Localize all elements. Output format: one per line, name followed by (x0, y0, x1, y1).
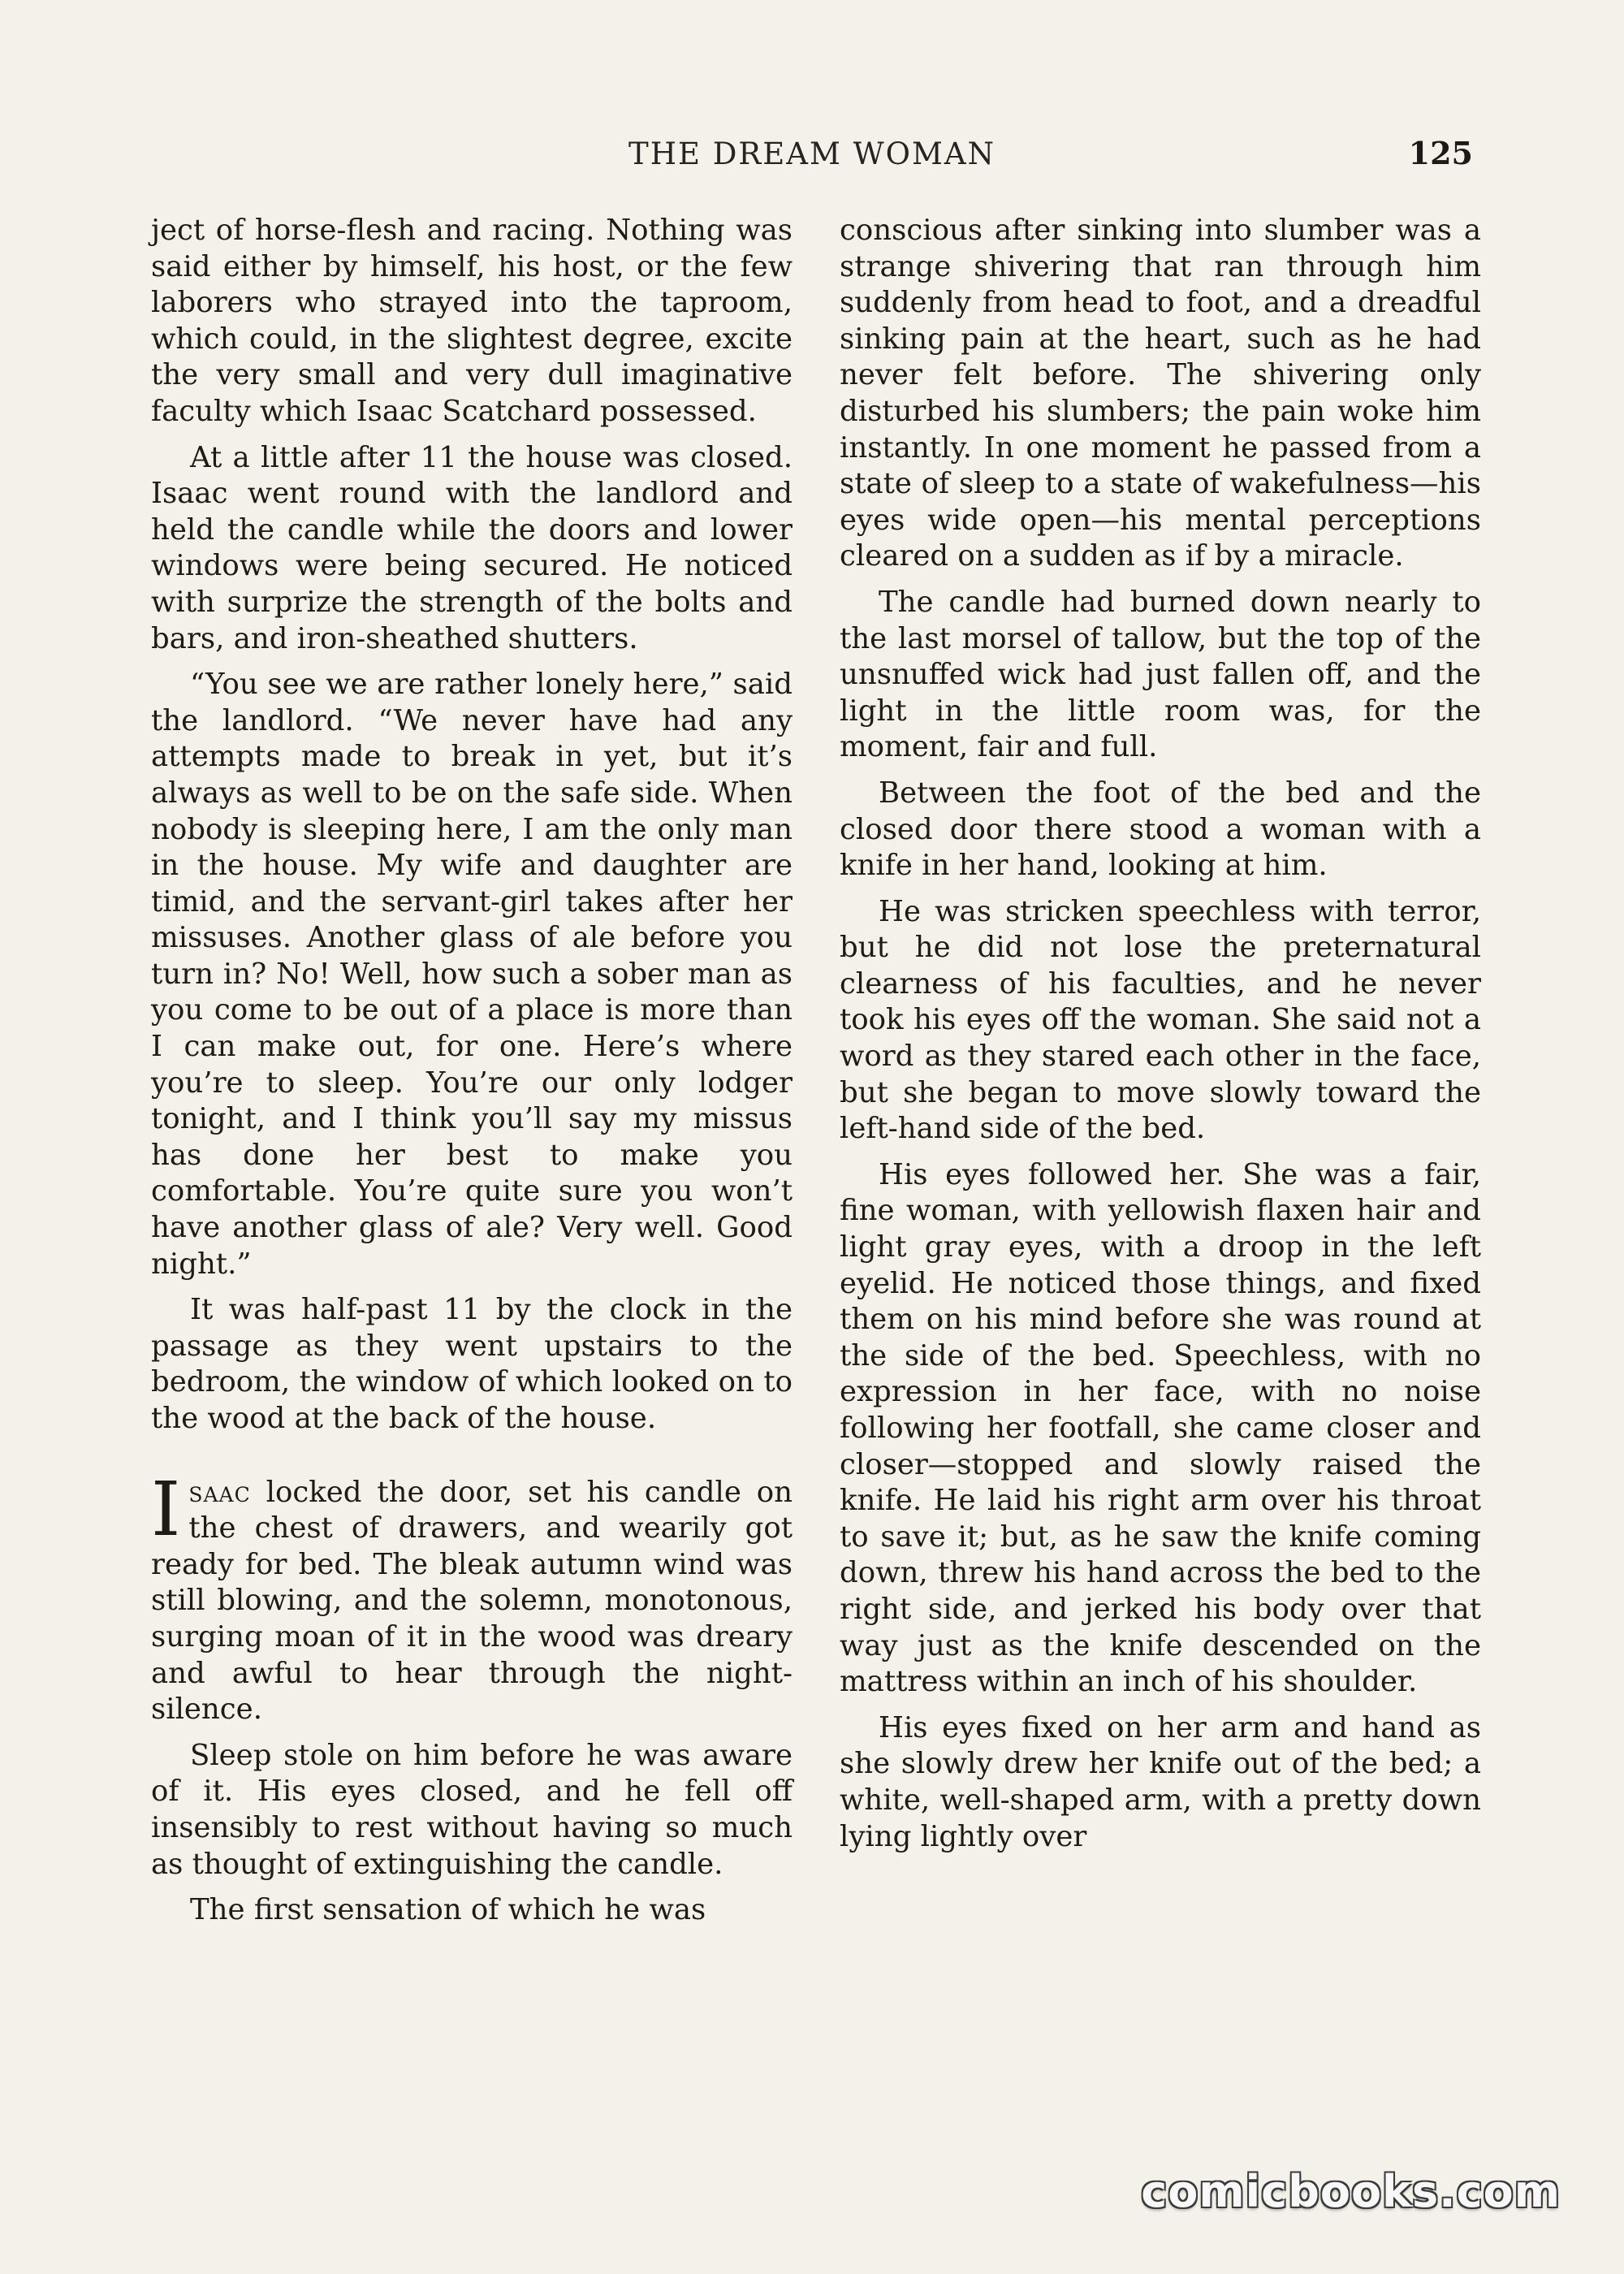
paragraph: His eyes followed her. She was a fair, fine woman, with yellowish flaxen hair and light gray eyes, with a droop in the left eyelid. He noticed those things, and fixed them on his mind before she was round at the side of the bed. Speechless, with no expression in her face, with no noise following her footfall, she came closer and closer—stopped and slowly raised the knife. He laid his right arm over his throat to save it; but, as he saw the knife coming down, threw his hand across the bed to the right side, and jerked his body over that way just as the knife descended on the mattress within an inch of his shoulder. (840, 1157, 1481, 1699)
page-header (151, 136, 1473, 177)
paragraph: Sleep stole on him before he was aware of it. His eyes closed, and he fell off insensibly to rest without having so much as thought of extinguishing the candle. (151, 1738, 793, 1881)
small-caps-lead: saac (188, 1475, 251, 1509)
paragraph: “You see we are rather lonely here,” said the landlord. “We never have had any attempts made to break in yet, but it’s always as well to be on the safe side. When nobody is sleeping here, I am the only man in the house. My wife and daughter are timid, and the servant-girl takes after her missuses. Another glass of ale before you turn in? No! Well, how such a sober man as you come to be out of a place is more than I can make out, for one. Here’s where you’re to sleep. You’re our only lodger tonight, and I think you’ll say my missus has done her best to make you comfortable. You’re quite sure you won’t have another glass of ale? Very well. Good night.” (151, 668, 793, 1281)
paragraph: His eyes fixed on her arm and hand as she slowly drew her knife out of the bed; a white, well-shaped arm, with a pretty down lying lightly over (840, 1710, 1481, 1853)
drop-cap: I (151, 1465, 181, 1553)
paragraph: He was stricken speechless with terror, but he did not lose the preternatural clearness of his faculties, and he never took his eyes off the woman. She said not a word as they stared each other in the face, but she began to move slowly toward the left-hand side of the bed. (840, 894, 1481, 1146)
paragraph: Between the foot of the bed and the closed door there stood a woman with a knife in her hand, looking at him. (840, 776, 1481, 883)
page-number: 125 (1408, 135, 1473, 171)
left-column (151, 213, 793, 1939)
running-title: THE DREAM WOMAN (628, 136, 996, 171)
watermark-logo: comicbooks.com (1141, 2166, 1561, 2217)
paragraph-text: locked the door, set his candle on the chest of drawers, and wearily got ready for bed. The bleak autumn wind was still blowing, and the solemn, monotonous, surging moan of it in the wood was dreary and awful to hear through the night-silence. (151, 1475, 793, 1727)
right-column (840, 213, 1481, 1865)
paragraph: At a little after 11 the house was closed. Isaac went round with the landlord and held the candle while the doors and lower windows were being secured. He noticed with surprize the strength of the bolts and bars, and iron-sheathed shutters. (151, 440, 793, 655)
section-break (151, 1447, 793, 1475)
paragraph: It was half-past 11 by the clock in the passage as they went upstairs to the bedroom, the window of which looked on to the wood at the back of the house. (151, 1293, 793, 1435)
section-opening-paragraph (151, 1465, 793, 1728)
paragraph: ject of horse-flesh and racing. Nothing was said either by himself, his host, or the few laborers who strayed into the taproom, which could, in the slightest degree, excite the very small and very dull imaginative faculty which Isaac Scatchard possessed. (151, 214, 793, 428)
paragraph: The first sensation of which he was (190, 1893, 706, 1927)
paragraph: conscious after sinking into slumber was a strange shivering that ran through him suddenly from head to foot, and a dreadful sinking pain at the heart, such as he had never felt before. The shivering only disturbed his slumbers; the pain woke him instantly. In one moment he passed from a state of sleep to a state of wakefulness—his eyes wide open—his mental perceptions cleared on a sudden as if by a miracle. (840, 214, 1481, 573)
paragraph: The candle had burned down nearly to the last morsel of tallow, but the top of the unsnuffed wick had just fallen off, and the light in the little room was, for the moment, fair and full. (840, 585, 1481, 764)
